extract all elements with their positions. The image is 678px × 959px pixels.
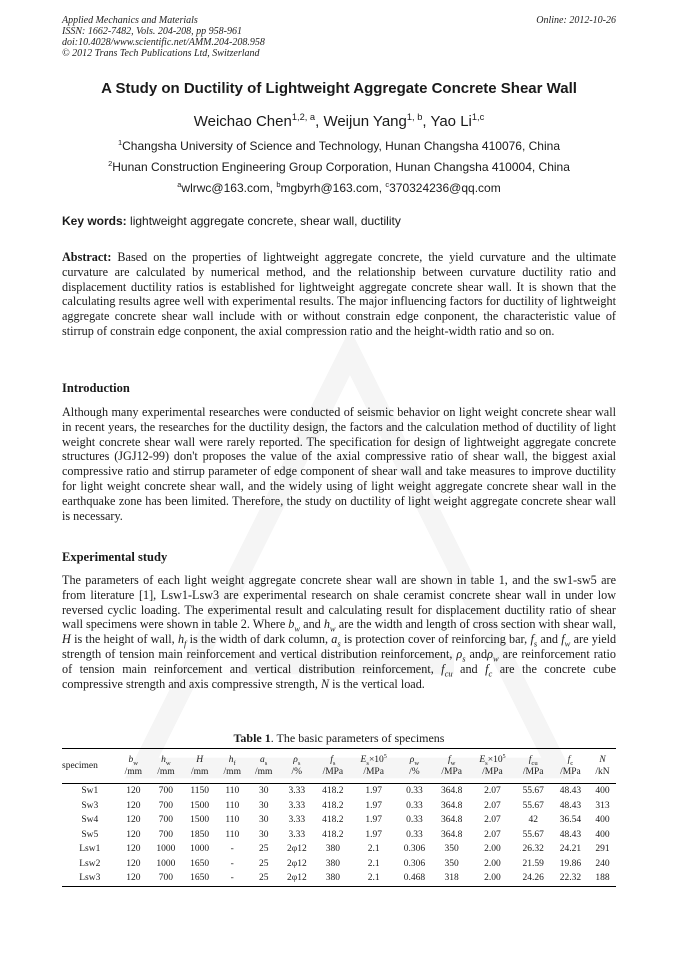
table-cell: 25 bbox=[258, 858, 269, 869]
table-cell: 700 bbox=[158, 815, 174, 826]
table-header-cell: N /kN bbox=[595, 755, 610, 777]
table-cell: 418.2 bbox=[322, 829, 344, 840]
table-cell: 48.43 bbox=[559, 786, 582, 797]
table-cell: 1000 bbox=[156, 844, 176, 855]
table-cell: 120 bbox=[126, 786, 141, 797]
table-cell: Sw5 bbox=[81, 829, 99, 840]
table-caption bbox=[0, 731, 678, 746]
table-header-cell: H /mm bbox=[190, 755, 209, 777]
table-cell: - bbox=[230, 858, 234, 869]
table-cell: 3.33 bbox=[288, 800, 306, 811]
table-cell: 418.2 bbox=[322, 786, 344, 797]
table-cell: 110 bbox=[225, 786, 240, 797]
table-header-cell: $f_s$ /MPa bbox=[322, 755, 344, 777]
table-caption-label: Table 1 bbox=[233, 731, 271, 745]
table-cell: 1.97 bbox=[365, 800, 382, 811]
abstract-label: Abstract: bbox=[62, 250, 112, 264]
table-cell: 1650 bbox=[190, 873, 210, 884]
table-cell: 48.43 bbox=[559, 829, 582, 840]
table-cell: 1.97 bbox=[365, 786, 382, 797]
author-list: Weichao Chen$^{1,2, a}$, Weijun Yang$^{1, b}$, Yao Li$^{1,c}$ bbox=[193, 112, 485, 130]
table-cell: 19.86 bbox=[559, 858, 582, 869]
table-header-cell: specimen bbox=[62, 761, 98, 771]
table-cell: 240 bbox=[595, 858, 610, 869]
table-cell: 24.21 bbox=[559, 844, 582, 855]
table-row bbox=[62, 828, 616, 843]
journal-copyright: © 2012 Trans Tech Publications Ltd, Switzerland bbox=[62, 48, 260, 59]
table-cell: 30 bbox=[258, 829, 269, 840]
table-header-cell: $h_f$ /mm bbox=[223, 755, 241, 777]
table-cell: Sw4 bbox=[81, 815, 99, 826]
table-cell: 3.33 bbox=[288, 786, 306, 797]
table-cell: 418.2 bbox=[322, 800, 344, 811]
table-cell: 380 bbox=[325, 858, 340, 869]
table-cell: 1650 bbox=[190, 858, 210, 869]
email-link[interactable]: wlrwc@163.com bbox=[181, 181, 270, 195]
table-cell: 2.00 bbox=[484, 858, 501, 869]
parameters-table bbox=[62, 748, 616, 887]
table-cell: 364.8 bbox=[440, 786, 463, 797]
email-link[interactable]: 370324236@qq.com bbox=[389, 181, 501, 195]
table-header-cell: $E_s\times 10^5$ /MPa bbox=[360, 753, 387, 777]
table-cell: 2.07 bbox=[484, 829, 501, 840]
table-row bbox=[62, 784, 616, 799]
table-header-cell: $b_w$ /mm bbox=[124, 755, 143, 777]
table-cell: 364.8 bbox=[440, 815, 463, 826]
table-cell: 1150 bbox=[190, 786, 209, 797]
abstract-text: Based on the properties of lightweight aggregate concrete, the yield curvature and the ultimate curvature are calculated by numerical method, and the relationship between curvature ductility ratio and displacement ductility ratios is established for lightweight aggregate concrete shear wall. It is shown that the calculating results agree well with experimental results. The major influencing factors for ductility of lightweight aggregate concrete shear wall include with or without constrain edge conponent, the characteristic value of stirrup of constrain edge conponent, the axial compression ratio and the height-width ratio and so on. bbox=[62, 250, 616, 338]
author-sup: 1,2, a bbox=[291, 112, 316, 122]
table-cell: 2φ12 bbox=[286, 873, 307, 884]
table-cell: 21.59 bbox=[522, 858, 544, 869]
email-list: $^a$wlrwc@163.com, $^b$mgbyrh@163.com, $^c$370324236@qq.com bbox=[177, 180, 501, 195]
table-cell: 400 bbox=[595, 829, 610, 840]
table-cell: 0.33 bbox=[406, 800, 423, 811]
table-cell: 0.33 bbox=[406, 815, 423, 826]
table-cell: - bbox=[230, 844, 234, 855]
table-cell: 55.67 bbox=[522, 829, 544, 840]
table-cell: 0.33 bbox=[406, 829, 423, 840]
table-cell: 313 bbox=[595, 800, 610, 811]
table-cell: 2.07 bbox=[484, 815, 501, 826]
section-heading-experimental: Experimental study bbox=[62, 550, 168, 564]
table-cell: 1000 bbox=[190, 844, 210, 855]
table-cell: 30 bbox=[258, 800, 269, 811]
keywords-label: Key words: bbox=[62, 214, 127, 228]
online-date: Online: 2012-10-26 bbox=[536, 15, 616, 26]
table-cell: 2φ12 bbox=[286, 844, 307, 855]
table-header-cell: $a_s$ /mm bbox=[254, 755, 273, 777]
table-header-row bbox=[62, 749, 616, 784]
table-cell: 48.43 bbox=[559, 800, 582, 811]
table-cell: 0.33 bbox=[406, 786, 423, 797]
table-cell: 120 bbox=[126, 815, 141, 826]
keywords-text: lightweight aggregate concrete, shear wall, ductility bbox=[130, 214, 401, 228]
table-header-cell: $\rho_s$ /% bbox=[291, 755, 303, 777]
table-cell: 120 bbox=[126, 844, 141, 855]
table-cell: 110 bbox=[225, 815, 240, 826]
table-cell: 700 bbox=[158, 786, 174, 797]
keywords bbox=[62, 214, 616, 228]
section-heading-introduction: Introduction bbox=[62, 381, 130, 395]
table-cell: 418.2 bbox=[322, 815, 344, 826]
table-cell: 2.1 bbox=[367, 844, 380, 855]
table-cell: 2.00 bbox=[484, 873, 501, 884]
table-row bbox=[62, 813, 616, 828]
table-cell: 2φ12 bbox=[286, 858, 307, 869]
table-cell: 364.8 bbox=[440, 829, 463, 840]
table-cell: 1000 bbox=[156, 858, 176, 869]
abstract bbox=[62, 250, 616, 339]
table-cell: Lsw2 bbox=[79, 858, 101, 869]
table-cell: 25 bbox=[258, 873, 269, 884]
table-cell: 42 bbox=[528, 815, 538, 826]
table-cell: 1500 bbox=[190, 800, 210, 811]
author-sup: 1, b bbox=[406, 112, 423, 122]
table-cell: - bbox=[230, 873, 234, 884]
table-cell: 30 bbox=[258, 786, 269, 797]
table-cell: 0.306 bbox=[403, 858, 426, 869]
table-header-cell: $f_c$ /MPa bbox=[560, 755, 581, 777]
author-name: Yao Li bbox=[430, 113, 472, 130]
affiliation-1: $^1$Changsha University of Science and Technology, Hunan Changsha 410076, China bbox=[118, 138, 560, 153]
table-cell: Sw3 bbox=[81, 800, 99, 811]
table-cell: 291 bbox=[595, 844, 610, 855]
table-cell: 188 bbox=[595, 873, 610, 884]
table-cell: 1500 bbox=[190, 815, 210, 826]
table-header-cell: $h_w$ /mm bbox=[157, 755, 175, 777]
introduction-text: Although many experimental researches were conducted of seismic behavior on light weight concrete shear wall in recent years, the researches for the ductility design, the factors and the calculation method of ductility of light weight concrete shear wall were rarely reported. The specification for design of lightweight aggregate concrete structures (JGJ12-99) don't proposes the value of the axial compressive ratio of shear wall, the biggest axial compressive ratio and stirrup parameter of edge component of shear wall and take measures to improve ductility for light weight concrete shear wall, and the widely using of light weight aggregate concrete shear wall in the earthquake zone has been limited. Therefore, the study on ductility of light weight aggregate concrete shear wall is necessary. bbox=[62, 405, 616, 523]
table-cell: 2.1 bbox=[367, 858, 380, 869]
table-cell: 36.54 bbox=[559, 815, 582, 826]
table-cell: 700 bbox=[158, 829, 174, 840]
table-cell: 0.306 bbox=[403, 844, 426, 855]
table-cell: 22.32 bbox=[559, 873, 582, 884]
author-name: Weijun Yang bbox=[323, 113, 407, 130]
author-sup: 1,c bbox=[471, 112, 485, 122]
table-caption-text: . The basic parameters of specimens bbox=[270, 731, 445, 745]
table-cell: 380 bbox=[325, 873, 340, 884]
table-cell: 30 bbox=[258, 815, 269, 826]
table-header-cell: $E_s\times 10^5$ /MPa bbox=[479, 753, 506, 777]
table-cell: 1850 bbox=[190, 829, 210, 840]
journal-name: Applied Mechanics and Materials bbox=[62, 15, 198, 26]
table-cell: 3.33 bbox=[288, 829, 306, 840]
table-cell: 380 bbox=[325, 844, 340, 855]
journal-header bbox=[62, 15, 265, 59]
author-name: Weichao Chen bbox=[193, 113, 292, 130]
table-cell: 0.468 bbox=[403, 873, 426, 884]
table-header-cell: $f_{cu}$ /MPa bbox=[522, 755, 544, 777]
table-cell: 400 bbox=[595, 815, 610, 826]
table-cell: 110 bbox=[225, 829, 240, 840]
table-cell: 700 bbox=[158, 800, 174, 811]
table-cell: 120 bbox=[126, 800, 141, 811]
table-cell: Sw1 bbox=[81, 786, 99, 797]
table-cell: Lsw3 bbox=[79, 873, 101, 884]
table-cell: 350 bbox=[444, 844, 459, 855]
table-cell: 25 bbox=[258, 844, 269, 855]
table-cell: 318 bbox=[444, 873, 459, 884]
table-cell: 2.1 bbox=[367, 873, 380, 884]
table-cell: 400 bbox=[595, 786, 610, 797]
table-cell: 1.97 bbox=[365, 829, 382, 840]
table-cell: 2.00 bbox=[484, 844, 501, 855]
table-cell: 2.07 bbox=[484, 786, 501, 797]
experimental-text: The parameters of each light weight aggregate concrete shear wall are shown in table 1, and the sw1-sw5 are from literature [1], Lsw1-Lsw3 are experimental research on shale ceramist concrete shear wall in under low reversed cyclic loading. The experimental result and calculating result for displacement ductility ratio of shear wall specimens were shown in table 2. Where $b_w$ and $h_w$ are the width and length of cross section with shear wall, H is the height of wall, $h_f$ is the width of dark column, $a_s$ is protection cover of reinforcing bar, $f_s$ and $f_w$ are yield strength of tension main reinforcement and vertical distribution reinforcement, $\rho_s$ andρ$_w$ are reinforcement ratio of tension main reinforcement and vertical distribution reinforcement, $f_{cu}$ and $f_c$ are the concrete cube compressive strength and axis compressive strength, N is the vertical load. bbox=[62, 573, 617, 691]
table-cell: 120 bbox=[126, 858, 141, 869]
table-row bbox=[62, 857, 616, 872]
table-row bbox=[62, 799, 616, 814]
table-cell: 120 bbox=[126, 829, 141, 840]
table-cell: Lsw1 bbox=[79, 844, 101, 855]
table-cell: 3.33 bbox=[288, 815, 306, 826]
table-cell: 24.26 bbox=[522, 873, 544, 884]
table-row bbox=[62, 871, 616, 886]
journal-doi: doi:10.4028/www.scientific.net/AMM.204-208.958 bbox=[62, 37, 265, 48]
table-cell: 2.07 bbox=[484, 800, 501, 811]
table-cell: 700 bbox=[158, 873, 174, 884]
table-cell: 26.32 bbox=[522, 844, 544, 855]
table-row bbox=[62, 842, 616, 857]
table-header-cell: $f_w$ /MPa bbox=[441, 755, 462, 777]
table-cell: 350 bbox=[444, 858, 459, 869]
table-cell: 55.67 bbox=[522, 800, 544, 811]
table-cell: 110 bbox=[225, 800, 240, 811]
table-cell: 55.67 bbox=[522, 786, 544, 797]
table-header-cell: $\rho_w$ /% bbox=[409, 755, 420, 777]
table-cell: 364.8 bbox=[440, 800, 463, 811]
affiliation-2: $^2$Hunan Construction Engineering Group Corporation, Hunan Changsha 410004, China bbox=[108, 159, 570, 174]
paper-title: A Study on Ductility of Lightweight Aggregate Concrete Shear Wall bbox=[101, 80, 577, 97]
email-link[interactable]: mgbyrh@163.com bbox=[280, 181, 379, 195]
table-cell: 1.97 bbox=[365, 815, 382, 826]
journal-issn: ISSN: 1662-7482, Vols. 204-208, pp 958-961 bbox=[62, 26, 242, 37]
table-cell: 120 bbox=[126, 873, 141, 884]
